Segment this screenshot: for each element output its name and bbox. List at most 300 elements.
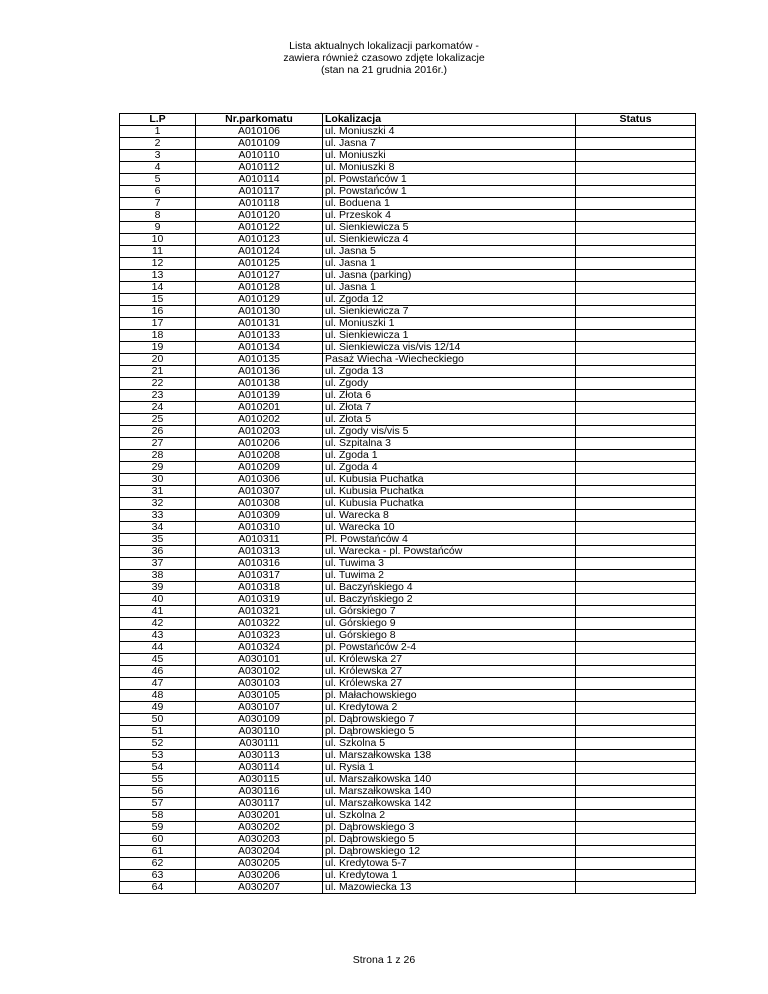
cell-status	[576, 750, 696, 762]
cell-status	[576, 522, 696, 534]
table-row	[120, 798, 696, 810]
table-row	[120, 198, 696, 210]
table-row	[120, 486, 696, 498]
cell-nr: A010124	[196, 246, 323, 258]
cell-nr: A030110	[196, 726, 323, 738]
table-row	[120, 174, 696, 186]
cell-lp: 9	[120, 222, 196, 234]
cell-nr: A010323	[196, 630, 323, 642]
table-row	[120, 666, 696, 678]
cell-lp: 19	[120, 342, 196, 354]
title-line-1: Lista aktualnych lokalizacji parkomatów -	[289, 40, 479, 52]
cell-location: pl. Dąbrowskiego 5	[323, 726, 576, 738]
cell-location: ul. Szpitalna 3	[323, 438, 576, 450]
cell-nr: A030103	[196, 678, 323, 690]
table-row	[120, 810, 696, 822]
cell-location: ul. Moniuszki 8	[323, 162, 576, 174]
cell-nr: A010135	[196, 354, 323, 366]
cell-nr: A030206	[196, 870, 323, 882]
cell-lp: 62	[120, 858, 196, 870]
cell-nr: A030202	[196, 822, 323, 834]
cell-lp: 41	[120, 606, 196, 618]
cell-location: ul. Przeskok 4	[323, 210, 576, 222]
cell-nr: A010208	[196, 450, 323, 462]
cell-status	[576, 534, 696, 546]
cell-lp: 33	[120, 510, 196, 522]
cell-nr: A030204	[196, 846, 323, 858]
cell-location: pl. Powstańców 2-4	[323, 642, 576, 654]
cell-lp: 27	[120, 438, 196, 450]
cell-location: ul. Kubusia Puchatka	[323, 474, 576, 486]
table-row	[120, 558, 696, 570]
cell-location: ul. Królewska 27	[323, 678, 576, 690]
cell-lp: 18	[120, 330, 196, 342]
cell-location: ul. Kredytowa 2	[323, 702, 576, 714]
cell-lp: 35	[120, 534, 196, 546]
cell-status	[576, 426, 696, 438]
cell-status	[576, 306, 696, 318]
table-row	[120, 882, 696, 894]
table-row	[120, 270, 696, 282]
cell-status	[576, 546, 696, 558]
table-row	[120, 378, 696, 390]
title-line-3: (stan na 21 grudnia 2016r.)	[320, 64, 448, 76]
table-row	[120, 366, 696, 378]
cell-location: ul. Górskiego 9	[323, 618, 576, 630]
cell-location: pl. Dąbrowskiego 5	[323, 834, 576, 846]
header-status: Status	[576, 114, 696, 126]
cell-location: ul. Górskiego 7	[323, 606, 576, 618]
cell-nr: A010127	[196, 270, 323, 282]
cell-nr: A030111	[196, 738, 323, 750]
cell-location: Pl. Powstańców 4	[323, 534, 576, 546]
cell-nr: A010118	[196, 198, 323, 210]
table-row	[120, 534, 696, 546]
cell-nr: A010313	[196, 546, 323, 558]
cell-lp: 24	[120, 402, 196, 414]
table-row	[120, 150, 696, 162]
cell-nr: A010306	[196, 474, 323, 486]
cell-lp: 21	[120, 366, 196, 378]
cell-lp: 6	[120, 186, 196, 198]
header-lp: L.P	[120, 114, 196, 126]
cell-location: ul. Moniuszki 1	[323, 318, 576, 330]
cell-status	[576, 882, 696, 894]
cell-nr: A010316	[196, 558, 323, 570]
cell-lp: 22	[120, 378, 196, 390]
table-row	[120, 858, 696, 870]
cell-status	[576, 870, 696, 882]
cell-location: ul. Sienkiewicza 5	[323, 222, 576, 234]
cell-location: ul. Zgoda 1	[323, 450, 576, 462]
cell-nr: A010322	[196, 618, 323, 630]
cell-nr: A010206	[196, 438, 323, 450]
cell-nr: A030116	[196, 786, 323, 798]
cell-lp: 52	[120, 738, 196, 750]
table-row	[120, 510, 696, 522]
cell-lp: 51	[120, 726, 196, 738]
table-row	[120, 462, 696, 474]
cell-lp: 61	[120, 846, 196, 858]
table-row	[120, 522, 696, 534]
cell-lp: 39	[120, 582, 196, 594]
cell-lp: 23	[120, 390, 196, 402]
document-title	[0, 40, 768, 76]
cell-location: ul. Marszałkowska 140	[323, 774, 576, 786]
cell-lp: 44	[120, 642, 196, 654]
cell-lp: 17	[120, 318, 196, 330]
table-row	[120, 234, 696, 246]
cell-lp: 31	[120, 486, 196, 498]
cell-nr: A010125	[196, 258, 323, 270]
cell-nr: A010307	[196, 486, 323, 498]
cell-lp: 11	[120, 246, 196, 258]
cell-status	[576, 618, 696, 630]
cell-location: ul. Kubusia Puchatka	[323, 486, 576, 498]
cell-lp: 15	[120, 294, 196, 306]
cell-status	[576, 570, 696, 582]
cell-status	[576, 198, 696, 210]
cell-nr: A010324	[196, 642, 323, 654]
table-row	[120, 186, 696, 198]
cell-status	[576, 450, 696, 462]
cell-nr: A010130	[196, 306, 323, 318]
cell-status	[576, 690, 696, 702]
cell-status	[576, 786, 696, 798]
table-row	[120, 294, 696, 306]
cell-status	[576, 822, 696, 834]
cell-lp: 3	[120, 150, 196, 162]
cell-location: pl. Dąbrowskiego 12	[323, 846, 576, 858]
cell-location: ul. Zgody	[323, 378, 576, 390]
cell-lp: 48	[120, 690, 196, 702]
cell-status	[576, 510, 696, 522]
cell-nr: A010309	[196, 510, 323, 522]
table-row	[120, 774, 696, 786]
cell-nr: A030101	[196, 654, 323, 666]
cell-status	[576, 582, 696, 594]
cell-nr: A030114	[196, 762, 323, 774]
table-row	[120, 690, 696, 702]
cell-status	[576, 342, 696, 354]
table-row	[120, 402, 696, 414]
cell-lp: 12	[120, 258, 196, 270]
cell-status	[576, 498, 696, 510]
cell-location: ul. Tuwima 2	[323, 570, 576, 582]
cell-nr: A010128	[196, 282, 323, 294]
table-body	[120, 126, 696, 894]
cell-lp: 37	[120, 558, 196, 570]
cell-status	[576, 858, 696, 870]
cell-status	[576, 366, 696, 378]
cell-location: ul. Zgoda 4	[323, 462, 576, 474]
table-row	[120, 222, 696, 234]
cell-location: ul. Szkolna 5	[323, 738, 576, 750]
table-row	[120, 594, 696, 606]
cell-status	[576, 474, 696, 486]
cell-nr: A030113	[196, 750, 323, 762]
cell-lp: 59	[120, 822, 196, 834]
cell-status	[576, 642, 696, 654]
cell-lp: 64	[120, 882, 196, 894]
cell-lp: 58	[120, 810, 196, 822]
cell-location: ul. Sienkiewicza 4	[323, 234, 576, 246]
cell-status	[576, 174, 696, 186]
table-row	[120, 642, 696, 654]
table-row	[120, 654, 696, 666]
cell-nr: A010112	[196, 162, 323, 174]
cell-status	[576, 666, 696, 678]
cell-lp: 38	[120, 570, 196, 582]
cell-location: pl. Powstańców 1	[323, 174, 576, 186]
cell-nr: A030203	[196, 834, 323, 846]
cell-nr: A030117	[196, 798, 323, 810]
cell-status	[576, 846, 696, 858]
cell-status	[576, 354, 696, 366]
cell-location: ul. Górskiego 8	[323, 630, 576, 642]
cell-location: pl. Dąbrowskiego 7	[323, 714, 576, 726]
cell-location: ul. Rysia 1	[323, 762, 576, 774]
cell-lp: 4	[120, 162, 196, 174]
table-row	[120, 618, 696, 630]
cell-lp: 47	[120, 678, 196, 690]
cell-location: ul. Zgody vis/vis 5	[323, 426, 576, 438]
cell-status	[576, 126, 696, 138]
cell-location: pl. Małachowskiego	[323, 690, 576, 702]
cell-location: ul. Marszałkowska 140	[323, 786, 576, 798]
table-row	[120, 570, 696, 582]
cell-location: ul. Marszałkowska 142	[323, 798, 576, 810]
cell-nr: A010318	[196, 582, 323, 594]
cell-status	[576, 282, 696, 294]
cell-nr: A010209	[196, 462, 323, 474]
table-row	[120, 834, 696, 846]
cell-status	[576, 810, 696, 822]
cell-lp: 10	[120, 234, 196, 246]
header-nr: Nr.parkomatu	[196, 114, 323, 126]
cell-status	[576, 834, 696, 846]
cell-nr: A030115	[196, 774, 323, 786]
cell-location: ul. Zgoda 12	[323, 294, 576, 306]
cell-location: ul. Jasna 5	[323, 246, 576, 258]
cell-lp: 30	[120, 474, 196, 486]
cell-nr: A010321	[196, 606, 323, 618]
cell-lp: 16	[120, 306, 196, 318]
cell-nr: A010106	[196, 126, 323, 138]
cell-lp: 2	[120, 138, 196, 150]
table-row	[120, 762, 696, 774]
cell-lp: 28	[120, 450, 196, 462]
cell-lp: 50	[120, 714, 196, 726]
table-row	[120, 342, 696, 354]
cell-nr: A010319	[196, 594, 323, 606]
cell-location: ul. Warecka 10	[323, 522, 576, 534]
table-row	[120, 546, 696, 558]
cell-status	[576, 402, 696, 414]
cell-nr: A010122	[196, 222, 323, 234]
cell-nr: A010129	[196, 294, 323, 306]
table-row	[120, 414, 696, 426]
cell-lp: 36	[120, 546, 196, 558]
table-row	[120, 258, 696, 270]
cell-nr: A010114	[196, 174, 323, 186]
cell-location: ul. Jasna 1	[323, 258, 576, 270]
cell-lp: 60	[120, 834, 196, 846]
cell-lp: 7	[120, 198, 196, 210]
cell-nr: A010317	[196, 570, 323, 582]
cell-location: ul. Baczyńskiego 4	[323, 582, 576, 594]
cell-status	[576, 150, 696, 162]
cell-lp: 46	[120, 666, 196, 678]
cell-lp: 8	[120, 210, 196, 222]
cell-lp: 49	[120, 702, 196, 714]
table-row	[120, 210, 696, 222]
cell-status	[576, 774, 696, 786]
page-number: Strona 1 z 26	[352, 954, 416, 966]
cell-status	[576, 234, 696, 246]
table-row	[120, 714, 696, 726]
table-row	[120, 678, 696, 690]
cell-lp: 20	[120, 354, 196, 366]
cell-location: ul. Jasna 1	[323, 282, 576, 294]
cell-status	[576, 594, 696, 606]
cell-location: ul. Baczyńskiego 2	[323, 594, 576, 606]
table-row	[120, 846, 696, 858]
cell-nr: A010131	[196, 318, 323, 330]
cell-lp: 42	[120, 618, 196, 630]
table-row	[120, 390, 696, 402]
cell-nr: A030109	[196, 714, 323, 726]
cell-status	[576, 258, 696, 270]
table-row	[120, 786, 696, 798]
table-row	[120, 330, 696, 342]
cell-lp: 57	[120, 798, 196, 810]
cell-location: ul. Królewska 27	[323, 654, 576, 666]
table-row	[120, 582, 696, 594]
cell-lp: 63	[120, 870, 196, 882]
cell-status	[576, 702, 696, 714]
cell-status	[576, 162, 696, 174]
table-row	[120, 870, 696, 882]
cell-status	[576, 330, 696, 342]
cell-lp: 34	[120, 522, 196, 534]
cell-location: ul. Marszałkowska 138	[323, 750, 576, 762]
table-row	[120, 750, 696, 762]
cell-lp: 29	[120, 462, 196, 474]
cell-status	[576, 714, 696, 726]
cell-nr: A010202	[196, 414, 323, 426]
cell-status	[576, 210, 696, 222]
cell-nr: A010139	[196, 390, 323, 402]
table-row	[120, 474, 696, 486]
cell-nr: A030105	[196, 690, 323, 702]
cell-location: ul. Jasna 7	[323, 138, 576, 150]
cell-nr: A010109	[196, 138, 323, 150]
cell-status	[576, 138, 696, 150]
cell-status	[576, 726, 696, 738]
table-row	[120, 450, 696, 462]
cell-location: ul. Warecka - pl. Powstańców	[323, 546, 576, 558]
cell-lp: 14	[120, 282, 196, 294]
cell-lp: 53	[120, 750, 196, 762]
cell-location: pl. Dąbrowskiego 3	[323, 822, 576, 834]
table-row	[120, 126, 696, 138]
cell-location: ul. Tuwima 3	[323, 558, 576, 570]
cell-location: ul. Złota 5	[323, 414, 576, 426]
cell-location: ul. Kredytowa 5-7	[323, 858, 576, 870]
cell-nr: A030207	[196, 882, 323, 894]
cell-lp: 43	[120, 630, 196, 642]
cell-lp: 55	[120, 774, 196, 786]
table-row	[120, 246, 696, 258]
title-line-2: zawiera również czasowo zdjęte lokalizacje	[283, 52, 485, 64]
cell-location: ul. Jasna (parking)	[323, 270, 576, 282]
cell-nr: A010136	[196, 366, 323, 378]
cell-lp: 40	[120, 594, 196, 606]
cell-status	[576, 654, 696, 666]
parking-meter-table	[119, 113, 696, 894]
cell-lp: 56	[120, 786, 196, 798]
cell-nr: A010110	[196, 150, 323, 162]
table-row	[120, 630, 696, 642]
cell-lp: 32	[120, 498, 196, 510]
cell-nr: A030107	[196, 702, 323, 714]
cell-location: ul. Złota 6	[323, 390, 576, 402]
cell-status	[576, 630, 696, 642]
cell-status	[576, 414, 696, 426]
table-row	[120, 306, 696, 318]
cell-location: ul. Sienkiewicza 7	[323, 306, 576, 318]
cell-nr: A010201	[196, 402, 323, 414]
cell-nr: A030201	[196, 810, 323, 822]
cell-nr: A010120	[196, 210, 323, 222]
cell-location: Pasaż Wiecha -Wiecheckiego	[323, 354, 576, 366]
cell-nr: A010311	[196, 534, 323, 546]
table-row	[120, 702, 696, 714]
cell-status	[576, 558, 696, 570]
cell-status	[576, 318, 696, 330]
table-row	[120, 822, 696, 834]
cell-nr: A010308	[196, 498, 323, 510]
table-row	[120, 318, 696, 330]
cell-lp: 13	[120, 270, 196, 282]
cell-location: ul. Złota 7	[323, 402, 576, 414]
cell-location: ul. Szkolna 2	[323, 810, 576, 822]
cell-location: ul. Kredytowa 1	[323, 870, 576, 882]
cell-nr: A010310	[196, 522, 323, 534]
cell-status	[576, 378, 696, 390]
cell-status	[576, 462, 696, 474]
cell-lp: 54	[120, 762, 196, 774]
cell-nr: A010203	[196, 426, 323, 438]
table-row	[120, 426, 696, 438]
cell-status	[576, 798, 696, 810]
cell-location: ul. Moniuszki	[323, 150, 576, 162]
cell-status	[576, 486, 696, 498]
cell-status	[576, 738, 696, 750]
header-location: Lokalizacja	[323, 114, 576, 126]
cell-status	[576, 186, 696, 198]
cell-status	[576, 762, 696, 774]
cell-nr: A010138	[196, 378, 323, 390]
cell-status	[576, 678, 696, 690]
cell-location: ul. Moniuszki 4	[323, 126, 576, 138]
cell-status	[576, 246, 696, 258]
table-row	[120, 438, 696, 450]
cell-status	[576, 438, 696, 450]
cell-location: ul. Królewska 27	[323, 666, 576, 678]
table-row	[120, 498, 696, 510]
